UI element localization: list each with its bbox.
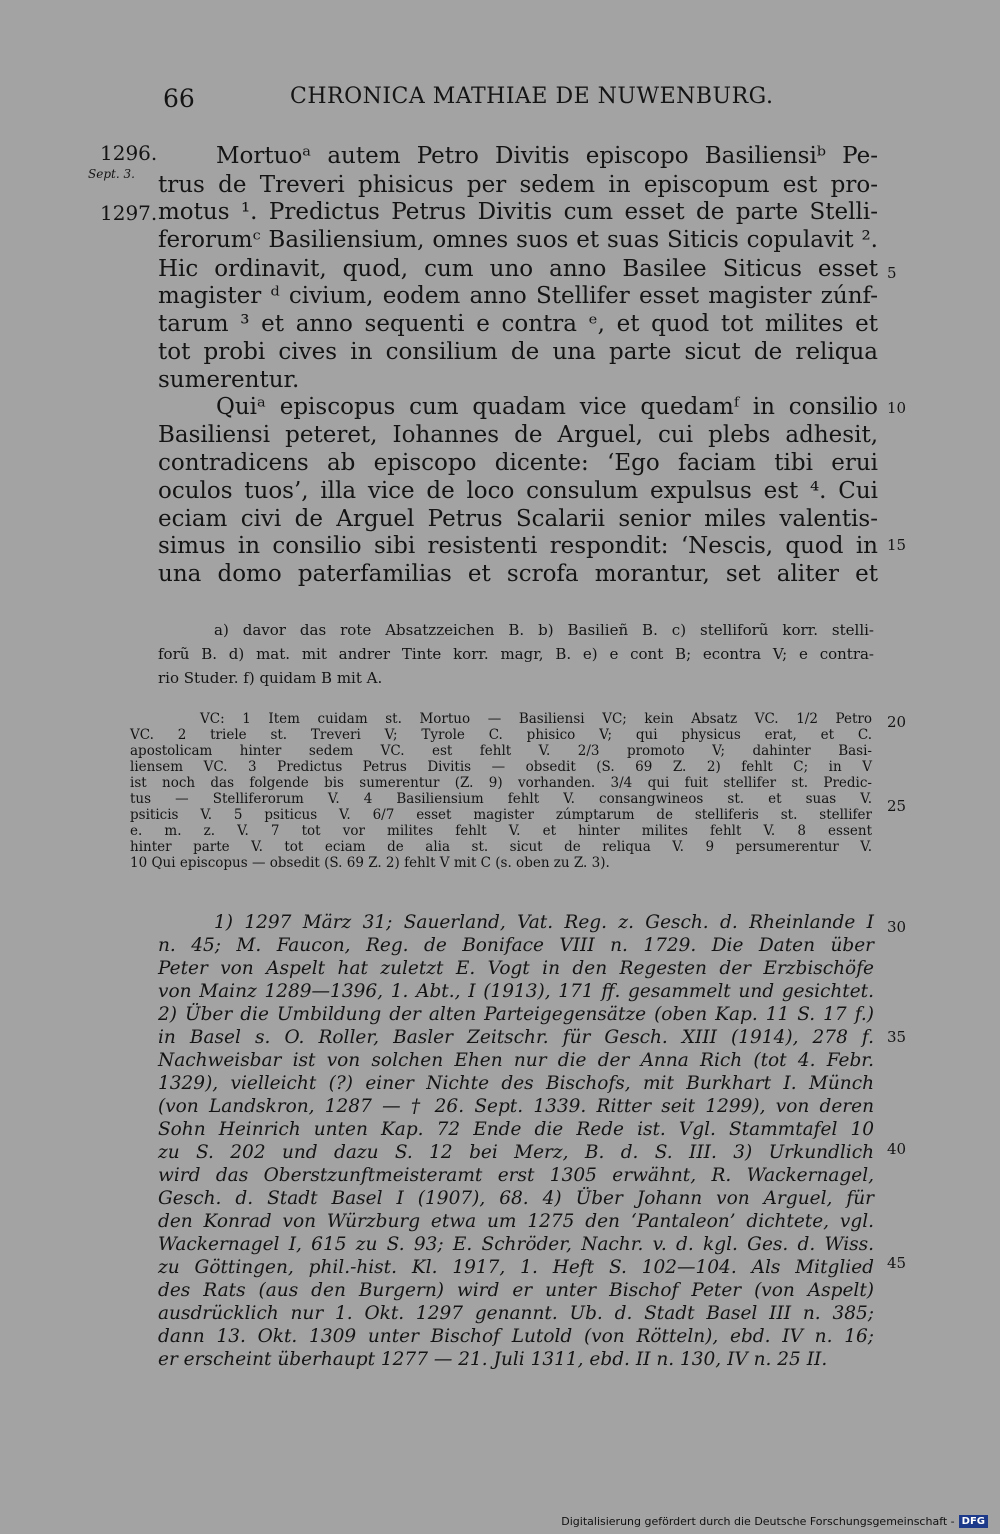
note-line: (von Landskron, 1287 — † 26. Sept. 1339. Ritter seit 1299), von deren xyxy=(158,1096,874,1117)
margin-year-1296: 1296. xyxy=(100,141,158,165)
note-line: des Rats (aus den Burgern) wird er unter Bischof Peter (von Aspelt) xyxy=(158,1280,874,1301)
text-line: sumerentur. xyxy=(158,367,300,393)
note-line: 1329), vielleicht (?) einer Nichte des Bischofs, mit Burkhart I. Münch xyxy=(158,1073,874,1094)
apparatus-line: a) davor das rote Absatzzeichen B. b) Basilieñ B. c) stelliforũ korr. stelli- xyxy=(214,621,874,639)
line-number: 10 xyxy=(887,399,907,417)
variant-line: e. m. z. V. 7 tot vor milites fehlt V. et hinter milites fehlt V. 8 essent xyxy=(130,823,872,839)
note-line: dann 13. Okt. 1309 unter Bischof Lutold (von Rötteln), ebd. IV n. 16; xyxy=(158,1326,874,1347)
note-line: Gesch. d. Stadt Basel I (1907), 68. 4) Über Johann von Arguel, für xyxy=(158,1188,874,1209)
note-line: Nachweisbar ist von solchen Ehen nur die der Anna Rich (tot 4. Febr. xyxy=(158,1050,874,1071)
variant-line: 10 Qui episcopus — obsedit (S. 69 Z. 2) fehlt V mit C (s. oben zu Z. 3). xyxy=(130,855,610,871)
text-line: tarum ³ et anno sequenti e contra ᵉ, et quod tot milites et xyxy=(158,311,878,337)
note-line: 1) 1297 März 31; Sauerland, Vat. Reg. z. Gesch. d. Rheinlande I xyxy=(214,912,874,933)
line-number: 20 xyxy=(887,713,907,731)
footer-text: Digitalisierung gefördert durch die Deutsche Forschungsgemeinschaft - xyxy=(561,1515,955,1528)
note-line: wird das Oberstzunftmeisteramt erst 1305 erwähnt, R. Wackernagel, xyxy=(158,1165,874,1186)
apparatus-line: forũ B. d) mat. mit andrer Tinte korr. magr, B. e) e cont B; econtra V; e contra- xyxy=(158,645,874,663)
text-line: trus de Treveri phisicus per sedem in episcopum est pro- xyxy=(158,172,878,198)
variant-line: hinter parte V. tot eciam de alia st. sicut de reliqua V. 9 persumerentur V. xyxy=(130,839,872,855)
text-line: contradicens ab episcopo dicente: ‘Ego faciam tibi erui xyxy=(158,450,878,476)
variant-line: apostolicam hinter sedem VC. est fehlt V. 2/3 promoto V; dahinter Basi- xyxy=(130,743,872,759)
line-number: 40 xyxy=(887,1140,907,1158)
note-line: zu S. 202 und dazu S. 12 bei Merz, B. d. S. III. 3) Urkundlich xyxy=(158,1142,874,1163)
text-line: oculos tuos’, illa vice de loco consulum expulsus est ⁴. Cui xyxy=(158,478,878,504)
text-line: Hic ordinavit, quod, cum uno anno Basilee Siticus esset xyxy=(158,256,878,282)
text-line: Basiliensi peteret, Iohannes de Arguel, cui plebs adhesit, xyxy=(158,422,878,448)
variant-line: liensem VC. 3 Predictus Petrus Divitis — obsedit (S. 69 Z. 2) fehlt C; in V xyxy=(130,759,872,775)
apparatus-line: rio Studer. f) quidam B mit A. xyxy=(158,669,383,687)
note-line: 2) Über die Umbildung der alten Parteigegensätze (oben Kap. 11 S. 17 f.) xyxy=(158,1004,874,1025)
note-line: zu Göttingen, phil.-hist. Kl. 1917, 1. Heft S. 102—104. Als Mitglied xyxy=(158,1257,874,1278)
variant-line: tus — Stelliferorum V. 4 Basiliensium fehlt V. consangwineos st. et suas V. xyxy=(130,791,872,807)
apparatus-letters xyxy=(158,618,874,690)
historical-notes xyxy=(158,911,874,1371)
margin-year-1297: 1297. xyxy=(100,201,158,225)
note-line: von Mainz 1289—1396, 1. Abt., I (1913), 171 ff. gesammelt und gesichtet. xyxy=(158,981,874,1002)
line-number: 25 xyxy=(887,797,907,815)
text-line: Quiᵃ episcopus cum quadam vice quedamᶠ in consilio xyxy=(216,394,878,420)
text-line: una domo paterfamilias et scrofa morantur, set aliter et xyxy=(158,561,878,587)
margin-date-sept: Sept. 3. xyxy=(88,167,135,181)
note-line: er erscheint überhaupt 1277 — 21. Juli 1311, ebd. II n. 130, IV n. 25 II. xyxy=(158,1349,828,1370)
note-line: ausdrücklich nur 1. Okt. 1297 genannt. Ub. d. Stadt Basel III n. 385; xyxy=(158,1303,874,1324)
line-number: 45 xyxy=(887,1254,907,1272)
variant-line: psiticis V. 5 psiticus V. 6/7 esset magister zúmptarum de stelliferis st. stellifer xyxy=(130,807,872,823)
text-line: ferorumᶜ Basiliensium, omnes suos et suas Siticis copulavit ². xyxy=(158,227,878,253)
line-number: 15 xyxy=(887,536,907,554)
page-number: 66 xyxy=(163,84,195,113)
text-line: eciam civi de Arguel Petrus Scalarii senior miles valentis- xyxy=(158,506,878,532)
note-line: n. 45; M. Faucon, Reg. de Boniface VIII n. 1729. Die Daten über xyxy=(158,935,874,956)
text-line: motus ¹. Predictus Petrus Divitis cum esset de parte Stelli- xyxy=(158,199,878,225)
text-line: simus in consilio sibi resistenti respondit: ‘Nescis, quod in xyxy=(158,533,878,559)
text-line: magister ᵈ civium, eodem anno Stellifer esset magister zúnf- xyxy=(158,283,878,309)
line-number: 35 xyxy=(887,1028,907,1046)
text-line: Mortuoᵃ autem Petro Divitis episcopo Basiliensiᵇ Pe- xyxy=(216,143,878,169)
note-line: Peter von Aspelt hat zuletzt E. Vogt in den Regesten der Erzbischöfe xyxy=(158,958,874,979)
note-line: in Basel s. O. Roller, Basler Zeitschr. für Gesch. XIII (1914), 278 f. xyxy=(158,1027,874,1048)
digitization-footer xyxy=(561,1515,988,1528)
line-number: 5 xyxy=(887,264,897,282)
note-line: Sohn Heinrich unten Kap. 72 Ende die Rede ist. Vgl. Stammtafel 10 xyxy=(158,1119,874,1140)
running-title: CHRONICA MATHIAE DE NUWENBURG. xyxy=(290,84,774,109)
note-line: den Konrad von Würzburg etwa um 1275 den ‘Pantaleon’ dichtete, vgl. xyxy=(158,1211,874,1232)
variant-line: ist noch das folgende bis sumerentur (Z. 9) vorhanden. 3/4 qui fuit stellifer st. Predic- xyxy=(130,775,872,791)
dfg-logo[interactable]: DFG xyxy=(959,1515,988,1528)
line-number: 30 xyxy=(887,918,907,936)
note-line: Wackernagel I, 615 zu S. 93; E. Schröder, Nachr. v. d. kgl. Ges. d. Wiss. xyxy=(158,1234,874,1255)
variant-line: VC: 1 Item cuidam st. Mortuo — Basiliensi VC; kein Absatz VC. 1/2 Petro xyxy=(200,711,872,727)
text-line: tot probi cives in consilium de una parte sicut de reliqua xyxy=(158,339,878,365)
variant-line: VC. 2 triele st. Treveri V; Tyrole C. phisico V; qui physicus erat, et C. xyxy=(130,727,872,743)
apparatus-variants xyxy=(130,711,872,871)
